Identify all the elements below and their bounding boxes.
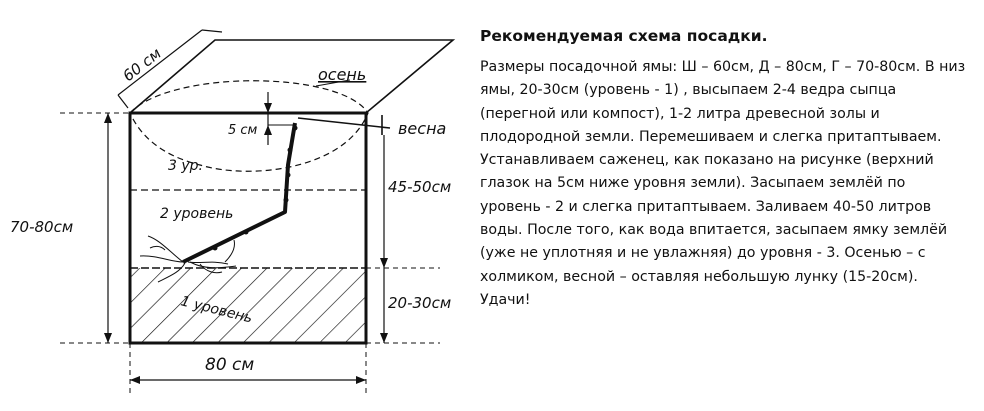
level2-label: 2 уровень <box>160 206 234 222</box>
level3-label: 3 ур. <box>168 158 203 174</box>
planting-pit-diagram <box>0 0 470 411</box>
spring-label: весна <box>398 119 447 138</box>
seedling <box>140 123 298 282</box>
instructions-body: Размеры посадочной ямы: Ш – 60см, Д – 80см, Г – 70-80см. В низ ямы, 20-30см (уровень - 1) , высыпаем 2-4 ведра сыпца (перегной или компост), 1-2 литра древесной золы и плодородной земли. Перемешиваем и слегка притаптываем. Устанавливаем саженец, как показано на рисунке (верхний глазок на 5см ниже уровня земли). Засыпаем землёй по уровень - 2 и слегка притаптываем. Заливаем 40-50 литров воды. После того, как вода впитается, засыпаем ямку землёй (уже не уплотняя и не увлажняя) до уровня - 3. Осенью – с холмиком, весной – оставляя небольшую лунку (15-20см). Удачи! <box>480 59 966 308</box>
level1-label: 1 уровень <box>179 293 255 327</box>
instructions-heading: Рекомендуемая схема посадки. <box>480 27 768 45</box>
five-cm-label: 5 см <box>228 123 258 138</box>
pit-top-surface <box>130 40 453 113</box>
instructions-panel <box>480 26 970 312</box>
spring-line <box>298 118 390 128</box>
level1-hatch <box>130 268 366 343</box>
autumn-label: осень <box>318 65 367 84</box>
depth-lower-label: 20-30см <box>388 294 452 312</box>
width-top-label: 60 см <box>119 44 165 86</box>
depth-upper-label: 45-50см <box>388 178 452 196</box>
width-bottom-label: 80 см <box>205 355 255 375</box>
depth-total-label: 70-80см <box>10 218 74 236</box>
